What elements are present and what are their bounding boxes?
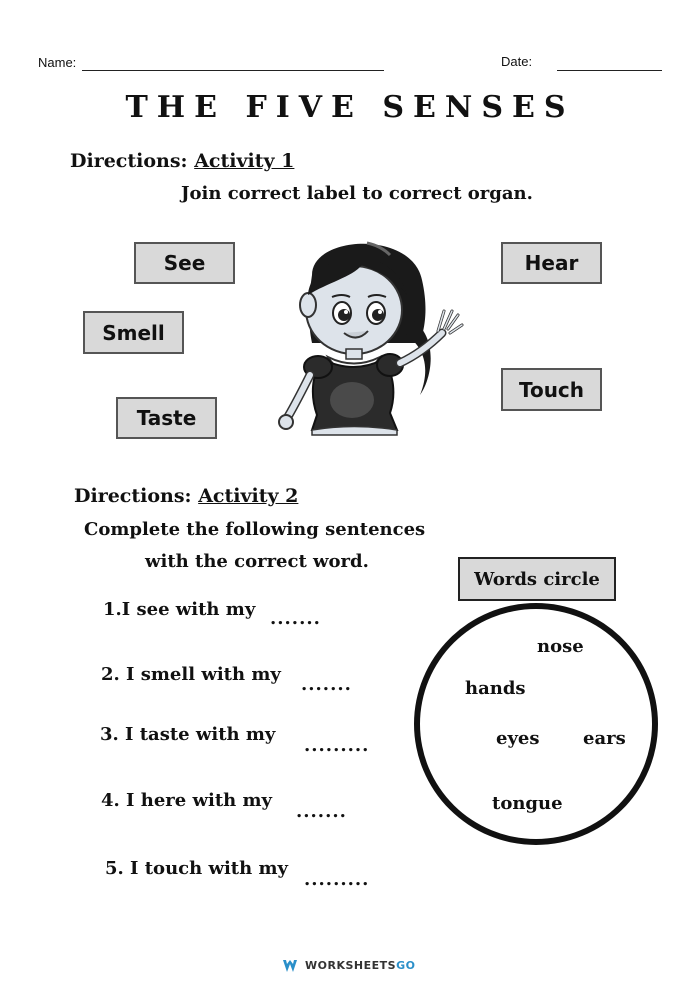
date-label: Date: xyxy=(501,54,533,69)
activity1-instruction: Join correct label to correct organ. xyxy=(181,183,533,204)
answer-blank-2[interactable]: ....... xyxy=(301,674,352,695)
name-line[interactable] xyxy=(82,70,384,71)
sentence-4: 4. I here with my xyxy=(101,790,272,811)
answer-blank-3[interactable]: ......... xyxy=(304,735,370,756)
girl-illustration xyxy=(272,225,472,440)
sentence-2: 2. I smell with my xyxy=(101,664,281,685)
label-touch[interactable]: Touch xyxy=(501,368,602,411)
word-ears: ears xyxy=(583,728,626,749)
answer-blank-1[interactable]: ....... xyxy=(270,608,321,629)
name-label: Name: xyxy=(38,55,77,70)
footer-brand-text-2: GO xyxy=(396,959,416,972)
page-title: THE FIVE SENSES xyxy=(125,90,575,125)
label-smell[interactable]: Smell xyxy=(83,311,184,354)
activity2-instruction-line1: Complete the following sentences xyxy=(84,519,426,540)
activity2-title: Activity 2 xyxy=(198,485,299,507)
answer-blank-4[interactable]: ....... xyxy=(296,801,347,822)
answer-blank-5[interactable]: ......... xyxy=(304,869,370,890)
label-see[interactable]: See xyxy=(134,242,235,284)
activity2-directions xyxy=(74,485,298,507)
date-line[interactable] xyxy=(557,70,662,71)
footer-brand xyxy=(283,959,415,972)
directions-label: Directions: xyxy=(70,150,188,172)
label-taste[interactable]: Taste xyxy=(116,397,217,439)
sentence-1: 1.I see with my xyxy=(103,599,256,620)
word-hands: hands xyxy=(465,678,526,699)
word-nose: nose xyxy=(537,636,584,657)
activity1-title: Activity 1 xyxy=(194,150,295,172)
sentence-3: 3. I taste with my xyxy=(100,724,276,745)
label-hear[interactable]: Hear xyxy=(501,242,602,284)
footer-brand-text-1: WORKSHEETS xyxy=(305,959,397,972)
word-eyes: eyes xyxy=(496,728,540,749)
sentence-5: 5. I touch with my xyxy=(105,858,288,879)
directions-label: Directions: xyxy=(74,485,192,507)
activity1-directions xyxy=(70,150,294,172)
activity2-instruction-line2: with the correct word. xyxy=(145,551,369,572)
worksheetsgo-logo-icon xyxy=(283,960,301,972)
word-tongue: tongue xyxy=(492,793,563,814)
words-circle-title: Words circle xyxy=(458,557,616,601)
